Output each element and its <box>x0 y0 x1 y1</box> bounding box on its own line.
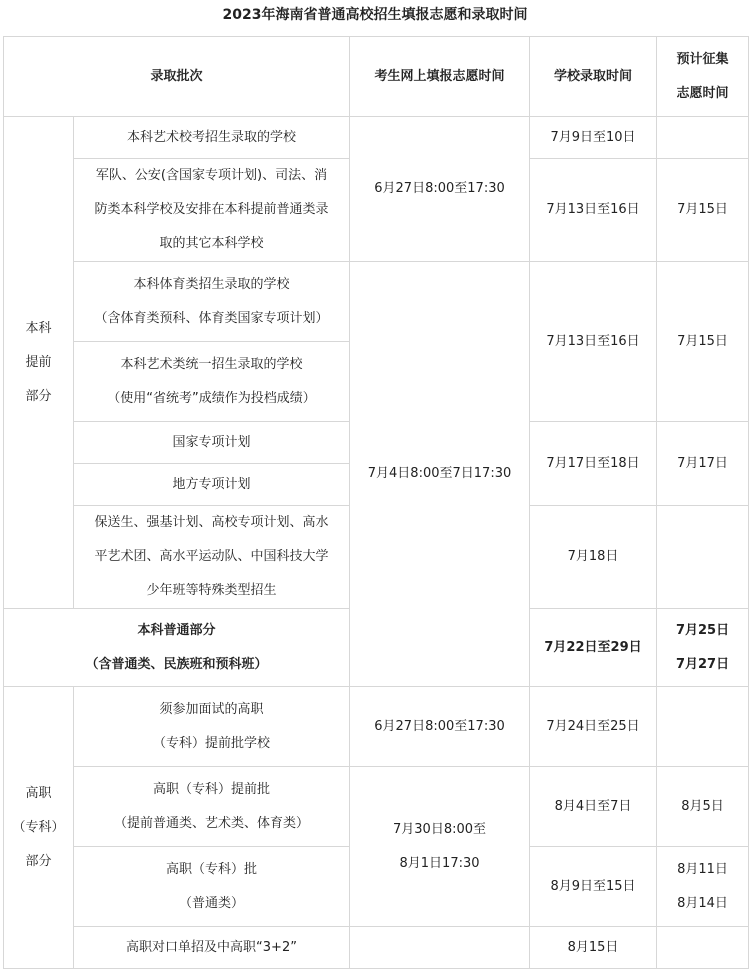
online-time-line: 8月1日17:30 <box>399 855 480 871</box>
admission-schedule-table <box>3 36 749 969</box>
batch-line: 本科艺术类统一招生录取的学校 <box>120 356 303 372</box>
group-undergrad-early <box>4 117 74 609</box>
batch-line: 本科体育类招生录取的学校 <box>133 276 290 292</box>
online-time-2: 7月4日8:00至7日17:30 <box>350 262 530 687</box>
batch-local-plan: 地方专项计划 <box>74 464 350 506</box>
school-time-voc-early: 8月4日至7日 <box>530 767 657 847</box>
solicit-line: 8月14日 <box>677 895 728 911</box>
batch-line: 高职（专科）批 <box>166 861 258 877</box>
group-label-line: 提前 <box>25 354 52 370</box>
batch-line: （专科）提前批学校 <box>153 735 271 751</box>
batch-voc-early <box>74 767 350 847</box>
batch-sports <box>74 262 350 342</box>
table-row <box>4 927 749 969</box>
online-time-3: 6月27日8:00至17:30 <box>350 687 530 767</box>
header-solicit-line2: 志愿时间 <box>676 85 729 101</box>
school-time-special: 7月18日 <box>530 506 657 609</box>
online-time-line: 7月30日8:00至 <box>393 821 487 837</box>
batch-line: 本科普通部分 <box>137 622 216 638</box>
table-row <box>4 687 749 767</box>
batch-line: （含体育类预科、体育类国家专项计划） <box>94 310 329 326</box>
batch-line: 平艺术团、高水平运动队、中国科技大学 <box>94 549 329 564</box>
header-batch: 录取批次 <box>4 37 350 117</box>
school-time-national-local: 7月17日至18日 <box>530 422 657 506</box>
solicit-line: 7月27日 <box>675 656 730 672</box>
batch-line: 取的其它本科学校 <box>159 236 264 251</box>
batch-art-unified <box>74 342 350 422</box>
online-time-1: 6月27日8:00至17:30 <box>350 117 530 262</box>
batch-line: 少年班等特殊类型招生 <box>146 583 277 598</box>
school-time-voc-regular: 8月9日至15日 <box>530 847 657 927</box>
batch-line: （使用“省统考”成绩作为投档成绩） <box>107 390 316 406</box>
solicit-time-sports-art: 7月15日 <box>657 262 749 422</box>
document-title: 2023年海南省普通高校招生填报志愿和录取时间 <box>222 7 528 23</box>
batch-line: 高职（专科）提前批 <box>153 781 271 797</box>
group-label-line: （专科） <box>12 819 65 835</box>
batch-voc-interview <box>74 687 350 767</box>
solicit-time-regular <box>657 609 749 687</box>
solicit-time-voc-early: 8月5日 <box>657 767 749 847</box>
online-time-4 <box>350 767 530 927</box>
solicit-line: 7月25日 <box>675 622 730 638</box>
school-time-voc-interview: 7月24日至25日 <box>530 687 657 767</box>
batch-undergrad-regular <box>4 609 350 687</box>
solicit-time-military: 7月15日 <box>657 159 749 262</box>
batch-voc-regular <box>74 847 350 927</box>
online-time-voc-single <box>350 927 530 969</box>
header-solicit-time <box>657 37 749 117</box>
solicit-time-special <box>657 506 749 609</box>
batch-special-types <box>74 506 350 609</box>
batch-line: （提前普通类、艺术类、体育类） <box>114 815 310 831</box>
batch-line: 须参加面试的高职 <box>159 701 264 717</box>
school-time-military: 7月13日至16日 <box>530 159 657 262</box>
table-row <box>4 117 749 159</box>
group-label-line: 高职 <box>25 785 52 801</box>
solicit-time-voc-interview <box>657 687 749 767</box>
school-time-voc-single: 8月15日 <box>530 927 657 969</box>
school-time-art-school: 7月9日至10日 <box>530 117 657 159</box>
group-label-line: 本科 <box>25 320 52 336</box>
solicit-line: 8月11日 <box>677 861 728 877</box>
batch-line: 军队、公安(含国家专项计划)、司法、消 <box>95 168 328 183</box>
batch-national-plan: 国家专项计划 <box>74 422 350 464</box>
header-school-time: 学校录取时间 <box>530 37 657 117</box>
school-time-sports-art: 7月13日至16日 <box>530 262 657 422</box>
solicit-time-national-local: 7月17日 <box>657 422 749 506</box>
header-solicit-line1: 预计征集 <box>676 51 729 67</box>
group-label-line: 部分 <box>25 388 52 404</box>
solicit-time-voc-single <box>657 927 749 969</box>
batch-line: （普通类） <box>179 895 245 911</box>
group-vocational <box>4 687 74 969</box>
solicit-time-art-school <box>657 117 749 159</box>
header-online-time: 考生网上填报志愿时间 <box>350 37 530 117</box>
batch-line: （含普通类、民族班和预科班） <box>85 656 268 672</box>
batch-line: 防类本科学校及安排在本科提前普通类录 <box>94 202 329 217</box>
school-time-regular: 7月22日至29日 <box>530 609 657 687</box>
batch-voc-single: 高职对口单招及中高职“3+2” <box>74 927 350 969</box>
solicit-time-voc-regular <box>657 847 749 927</box>
batch-line: 保送生、强基计划、高校专项计划、高水 <box>94 515 329 530</box>
batch-military-police <box>74 159 350 262</box>
batch-art-school: 本科艺术校考招生录取的学校 <box>74 117 350 159</box>
table-row <box>4 767 749 847</box>
table-row <box>4 262 749 342</box>
header-row <box>4 37 749 117</box>
group-label-line: 部分 <box>25 853 52 869</box>
